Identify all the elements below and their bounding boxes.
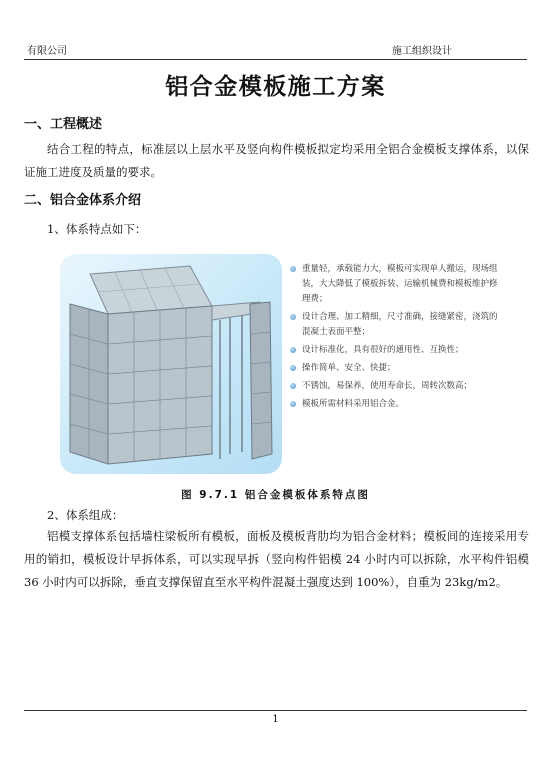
footer-divider <box>24 710 527 711</box>
feature-item <box>288 310 498 340</box>
feature-text: 设计标准化，具有很好的通用性、互换性； <box>302 345 464 355</box>
figure-caption: 图 9.7.1 铝合金模板体系特点图 <box>181 489 370 501</box>
bullet-icon <box>290 401 296 407</box>
feature-item <box>288 397 498 412</box>
feature-text: 重量轻，承载能力大，模板可实现单人搬运，现场组装，大大降低了模板拆装、运输机械费和模板维护修理费； <box>302 264 498 304</box>
section1-paragraph: 结合工程的特点，标准层以上层水平及竖向构件模板拟定均采用全铝合金模板支撑体系，以保证施工进度及质量的要求。 <box>24 142 529 179</box>
feature-item <box>288 262 498 307</box>
feature-item <box>288 379 498 394</box>
header-company: 有限公司 <box>27 46 67 57</box>
formwork-system-image <box>60 254 282 474</box>
feature-item <box>288 361 498 376</box>
header-divider <box>24 59 527 60</box>
bullet-icon <box>290 314 296 320</box>
bullet-icon <box>290 383 296 389</box>
item1-label: 1、体系特点如下： <box>47 222 147 236</box>
feature-text: 不锈蚀，易保养，使用寿命长，周转次数高； <box>302 381 473 391</box>
section2-heading: 二、铝合金体系介绍 <box>24 193 142 208</box>
item2-label: 2、体系组成： <box>47 508 124 522</box>
page-number: 1 <box>272 714 279 725</box>
feature-text: 设计合理、加工精细，尺寸准确，接缝紧密，浇筑的混凝土表面平整； <box>302 312 498 337</box>
section2-paragraph: 铝模支撑体系包括墙柱梁板所有模板，面板及模板背肋均为铝合金材料；模板间的连接采用专用的销扣，模板设计早拆体系，可以实现早拆（竖向构件铝模 24 小时内可以拆除，水平构件铝模 36 小时内可以拆除，垂直支撑保留直至水平构件混凝土强度达到 100%），自重为 23kg/m2。 <box>24 529 529 589</box>
bullet-icon <box>290 347 296 353</box>
feature-list <box>288 262 498 415</box>
bullet-icon <box>290 365 296 371</box>
feature-text: 操作简单、安全、快捷； <box>302 363 396 373</box>
feature-item <box>288 343 498 358</box>
formwork-3d-illustration <box>60 254 282 474</box>
feature-text: 模板所需材料采用铝合金。 <box>302 399 405 409</box>
document-title: 铝合金模板施工方案 <box>165 74 386 100</box>
section1-heading: 一、工程概述 <box>24 117 103 132</box>
header-doc-type: 施工组织设计 <box>392 46 452 57</box>
bullet-icon <box>290 266 296 272</box>
